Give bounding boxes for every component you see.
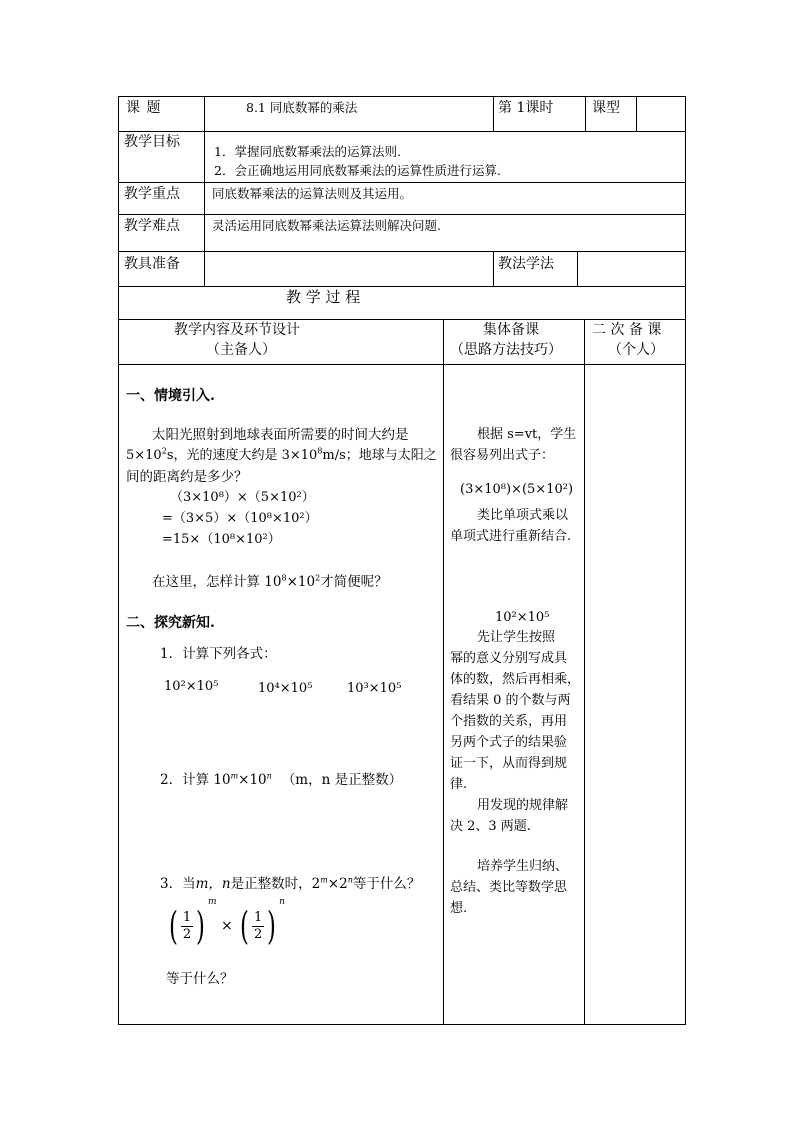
note-text: 类比单项式乘以 xyxy=(477,508,569,523)
col2-subheading: （思路方法技巧） xyxy=(450,342,562,358)
problem-text: 太阳光照射到地球表面所需要的时间大约是 xyxy=(152,427,409,443)
exercise-expression: 10³×10⁵ xyxy=(347,681,402,696)
process-title: 教 学 过 程 xyxy=(286,288,361,306)
col-divider xyxy=(577,251,578,286)
note-text: 律. xyxy=(450,777,468,792)
exercise-expression: 10⁴×10⁵ xyxy=(258,681,313,696)
note-text: 幂的意义分别写成具 xyxy=(450,651,568,666)
goal-label: 教学目标 xyxy=(124,134,180,150)
note-text: 看结果 0 的个数与两 xyxy=(450,693,571,708)
exercise-expression: 10²×10⁵ xyxy=(164,679,219,694)
method-label: 教法学法 xyxy=(498,256,554,272)
section-explore-title: 二、探究新知. xyxy=(126,615,215,631)
task-text: 2．计算 $10^m\times 10^n$ （m，n 是正整数） xyxy=(160,771,403,788)
goal-item: 1．掌握同底数幂乘法的运算法则. xyxy=(214,144,401,159)
topic-label: 课 题 xyxy=(126,100,162,116)
note-text: 单项式进行重新结合. xyxy=(450,529,572,544)
col-divider xyxy=(584,319,585,1025)
col-divider xyxy=(636,96,637,131)
difficulty-value: 灵活运用同底数幂乘法运算法则解决问题. xyxy=(212,218,441,233)
col3-heading: 二 次 备 课 xyxy=(592,322,662,338)
col-divider xyxy=(204,96,205,286)
row-divider xyxy=(118,286,686,287)
note-text: 想. xyxy=(450,901,468,916)
row-divider xyxy=(118,364,686,365)
note-text: 个指数的关系，再用 xyxy=(450,714,568,729)
row-divider xyxy=(118,319,686,320)
goal-item: 2．会正确地运用同底数幂乘法的运算性质进行运算. xyxy=(214,163,501,178)
col1-subheading: （主备人） xyxy=(206,342,276,358)
col-divider xyxy=(443,319,444,1025)
difficulty-label: 教学难点 xyxy=(124,218,180,234)
note-text: 决 2、3 两题. xyxy=(450,819,531,834)
equation-line: =（3×5）×（10⁸×10²） xyxy=(162,511,318,526)
key-point-value: 同底数幂乘法的运算法则及其运用。 xyxy=(212,186,413,201)
col2-heading: 集体备课 xyxy=(483,322,539,338)
key-point-label: 教学重点 xyxy=(124,186,180,202)
problem-text: 间的距离约是多少？ xyxy=(126,469,248,485)
section-intro-title: 一、情境引入. xyxy=(126,388,215,404)
note-text: 很容易列出式子： xyxy=(450,448,555,463)
tools-label: 教具准备 xyxy=(124,256,180,272)
question-text: 等于什么？ xyxy=(166,971,234,987)
note-text: 先让学生按照 xyxy=(477,630,556,645)
lesson-number: 第 1课时 xyxy=(498,100,554,116)
question-text: 在这里，怎样计算 $10^8\times 10^2$才简便呢？ xyxy=(152,573,388,590)
col-divider xyxy=(585,96,586,131)
task-text: 3．当m，n是正整数时，$2^m\times 2^n$等于什么？ xyxy=(160,875,421,892)
note-text: 另两个式子的结果验 xyxy=(450,735,568,750)
col-divider xyxy=(493,251,494,286)
topic-value: 8.1 同底数幂的乘法 xyxy=(246,100,358,115)
note-expression: (3×10⁸)×(5×10²) xyxy=(460,482,574,497)
col-divider xyxy=(493,96,494,131)
task-text: 1．计算下列各式： xyxy=(160,646,277,662)
problem-text: $5\times 10^2s$，光的速度大约是 $3\times 10^8m/s$；地球与太阳之 xyxy=(126,446,437,463)
note-text: 体的数，然后再相乘， xyxy=(450,672,581,687)
note-expression: 10²×10⁵ xyxy=(495,610,550,625)
note-text: 用发现的规律解 xyxy=(477,798,569,813)
note-text: 根据 s=vt，学生 xyxy=(477,427,577,442)
equation-line: =15×（10⁸×10²） xyxy=(162,532,281,547)
note-text: 总结、类比等数学思 xyxy=(450,880,568,895)
note-text: 培养学生归纳、 xyxy=(477,859,569,874)
col3-subheading: （个人） xyxy=(608,342,664,358)
fraction-expression: ( $\frac{1}{2}$ )$^m$ × ( $\frac{1}{2}$ )$^n$ xyxy=(168,897,285,948)
lesson-type-label: 课型 xyxy=(592,100,620,116)
note-text: 证一下，从而得到规 xyxy=(450,756,568,771)
equation-line: （3×10⁸）×（5×10²） xyxy=(170,490,315,505)
col1-heading: 教学内容及环节设计 xyxy=(174,322,300,338)
